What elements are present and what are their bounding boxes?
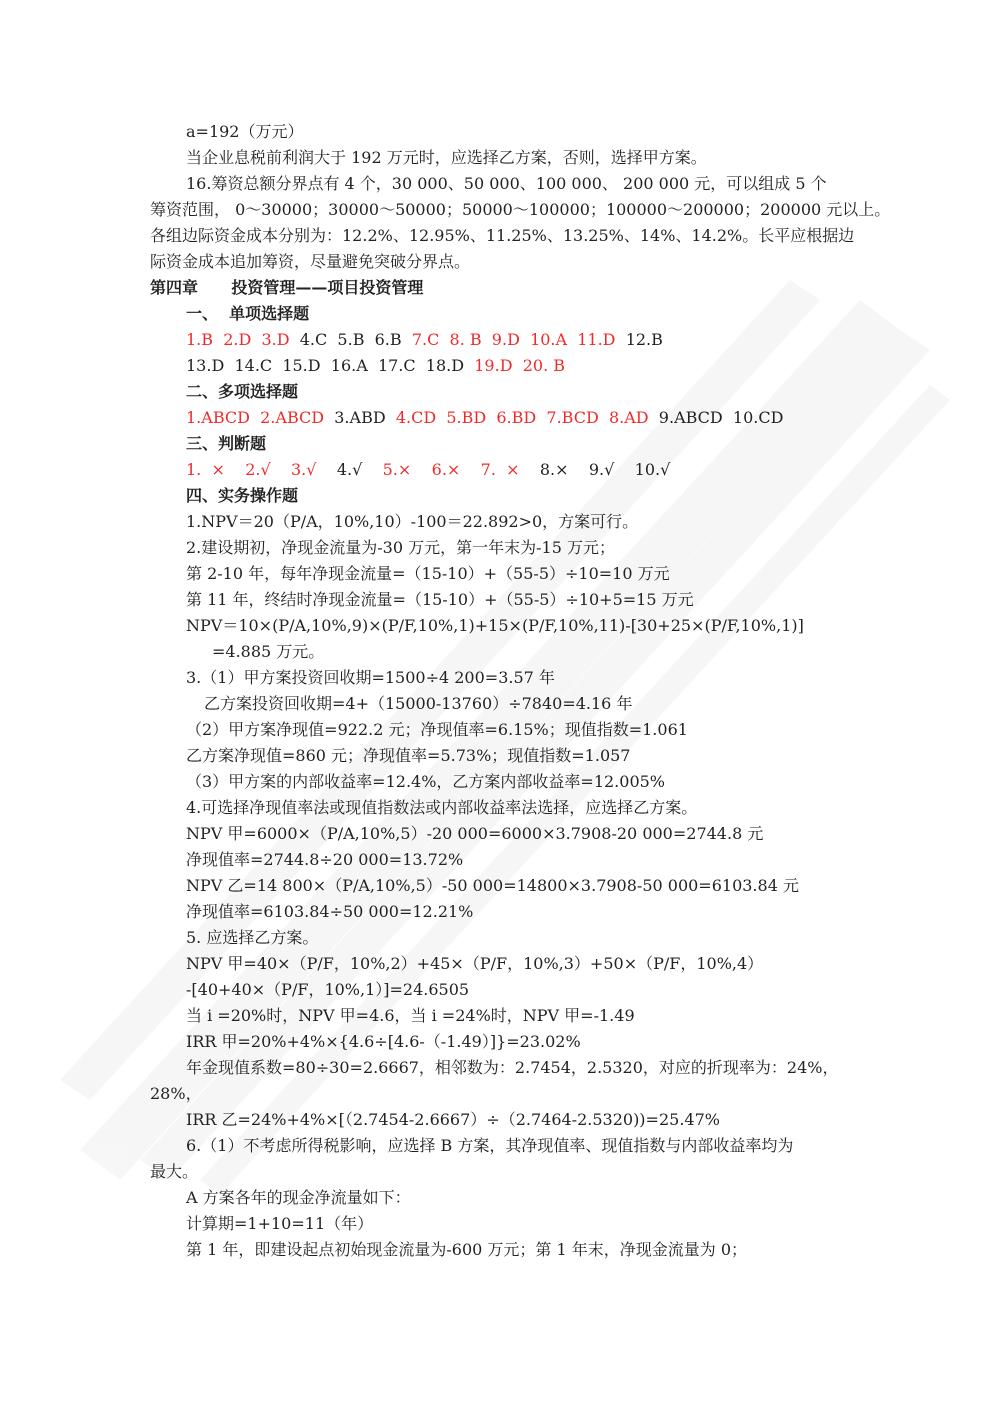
answer-item: 4.C — [299, 330, 328, 349]
text-line: 净现值率=2744.8÷20 000=13.72% — [186, 850, 464, 869]
text-line: 第 11 年，终结时净现金流量=（15-10）+（55-5）÷10+5=15 万元 — [186, 590, 694, 609]
chapter-heading: 第四章 投资管理——项目投资管理 — [150, 278, 424, 297]
text-line: NPV 甲=40×（P/F，10%,2）+45×（P/F，10%,3）+50×（P/F，10%,4） — [186, 954, 764, 973]
answer-item: 1. × — [186, 460, 225, 479]
answer-item: 1.B — [186, 330, 214, 349]
answers — [0, 405, 993, 431]
text-line: 年金现值系数=80÷30=2.6667，相邻数为：2.7454，2.5320，对应的折现率为：24%， — [186, 1058, 839, 1077]
text-line: a=192（万元） — [186, 122, 304, 141]
document-body — [0, 119, 993, 1263]
answer-item: 15.D — [282, 356, 321, 375]
answer-item: 10.CD — [732, 408, 784, 427]
text-line: 当企业息税前利润大于 192 万元时，应选择乙方案，否则，选择甲方案。 — [186, 148, 707, 167]
answer-item: 14.C — [234, 356, 273, 375]
answer-item: 10.√ — [634, 460, 671, 479]
answers — [0, 327, 993, 353]
text-line: 第 1 年，即建设起点初始现金流量为-600 万元；第 1 年末，净现金流量为 0； — [186, 1240, 748, 1259]
answer-item: 3.√ — [291, 460, 317, 479]
answer-item: 6.B — [374, 330, 402, 349]
text-line: NPV 乙=14 800×（P/A,10%,5）-50 000=14800×3.7908-50 000=6103.84 元 — [186, 876, 799, 895]
text-line: IRR 乙=24%+4%×[（2.7454-2.6667）÷（2.7464-2.5320))=25.47% — [186, 1110, 720, 1129]
text-line: 净现值率=6103.84÷50 000=12.21% — [186, 902, 474, 921]
answer-item: 8. B — [449, 330, 482, 349]
answer-item: 8.× — [539, 460, 569, 479]
section-heading: 二、多项选择题 — [186, 382, 299, 401]
text-line: -[40+40×（P/F，10%,1）]=24.6505 — [186, 980, 470, 999]
text-line: 4.可选择净现值率法或现值指数法或内部收益率法选择，应选择乙方案。 — [186, 798, 698, 817]
text-line: A 方案各年的现金净流量如下： — [186, 1188, 411, 1207]
answer-item: 6.× — [431, 460, 461, 479]
answer-item: 6.BD — [496, 408, 537, 427]
answer-item: 5.× — [382, 460, 412, 479]
answer-item: 5.BD — [446, 408, 487, 427]
answer-item: 12.B — [625, 330, 663, 349]
text-line: 各组边际资金成本分别为：12.2%、12.95%、11.25%、13.25%、14%、14.2%。长平应根据边 — [150, 226, 855, 245]
text-line: 2.建设期初，净现金流量为-30 万元，第一年末为-15 万元； — [186, 538, 615, 557]
answer-item: 9.D — [491, 330, 520, 349]
answer-item: 9.ABCD — [658, 408, 723, 427]
text-line: 乙方案投资回收期=4+（15000-13760）÷7840=4.16 年 — [204, 694, 633, 713]
text-line: 16.筹资总额分界点有 4 个，30 000、50 000、100 000、 200 000 元，可以组成 5 个 — [186, 174, 827, 193]
answer-item: 2.√ — [245, 460, 271, 479]
text-line: NPV＝10×(P/A,10%,9)×(P/F,10%,1)+15×(P/F,10%,11)-[30+25×(P/F,10%,1)] — [186, 616, 804, 635]
text-line: 1.NPV＝20（P/A，10%,10）-100＝22.892>0，方案可行。 — [186, 512, 639, 531]
answer-item: 4.CD — [395, 408, 437, 427]
answer-item: 1.ABCD — [186, 408, 250, 427]
text-line: =4.885 万元。 — [212, 642, 325, 661]
answer-item: 3.ABD — [334, 408, 386, 427]
text-line: NPV 甲=6000×（P/A,10%,5）-20 000=6000×3.7908-20 000=2744.8 元 — [186, 824, 764, 843]
text-line: 最大。 — [150, 1162, 199, 1181]
text-line: 3.（1）甲方案投资回收期=1500÷4 200=3.57 年 — [186, 668, 555, 687]
answer-item: 2.ABCD — [260, 408, 325, 427]
answer-item: 4.√ — [336, 460, 363, 479]
answer-item: 17.C — [377, 356, 416, 375]
text-line: IRR 甲=20%+4%×{4.6÷[4.6-（-1.49）]}=23.02% — [186, 1032, 581, 1051]
text-line: 5. 应选择乙方案。 — [186, 928, 319, 947]
answer-item: 10.A — [530, 330, 568, 349]
answer-item: 20. B — [522, 356, 565, 375]
answer-item: 16.A — [330, 356, 368, 375]
answers — [0, 457, 993, 483]
answer-item: 7.BCD — [546, 408, 599, 427]
answer-item: 8.AD — [608, 408, 649, 427]
answers — [0, 353, 993, 379]
text-line: 6.（1）不考虑所得税影响，应选择 B 方案，其净现值率、现值指数与内部收益率均为 — [186, 1136, 794, 1155]
answer-item: 7.C — [411, 330, 440, 349]
text-line: （3）甲方案的内部收益率=12.4%，乙方案内部收益率=12.005% — [186, 772, 666, 791]
text-line: 当 i =20%时，NPV 甲=4.6，当 i =24%时，NPV 甲=-1.49 — [186, 1006, 635, 1025]
text-line: 第 2-10 年，每年净现金流量=（15-10）+（55-5）÷10=10 万元 — [186, 564, 670, 583]
answer-item: 11.D — [577, 330, 616, 349]
text-line: 筹资范围， 0～30000；30000～50000；50000～100000；100000～200000；200000 元以上。 — [150, 200, 891, 219]
text-line: 计算期=1+10=11（年） — [186, 1214, 374, 1233]
text-line: 际资金成本追加筹资，尽量避免突破分界点。 — [150, 252, 471, 271]
answer-item: 2.D — [223, 330, 252, 349]
section-heading: 四、实务操作题 — [186, 486, 299, 505]
answer-item: 5.B — [337, 330, 365, 349]
text-line: 乙方案净现值=860 元；净现值率=5.73%；现值指数=1.057 — [186, 746, 631, 765]
section-heading: 三、判断题 — [186, 434, 267, 453]
answer-item: 19.D — [474, 356, 513, 375]
text-line: 28%， — [150, 1084, 202, 1103]
answer-item: 18.D — [425, 356, 465, 375]
text-line: （2）甲方案净现值=922.2 元；净现值率=6.15%；现值指数=1.061 — [186, 720, 688, 739]
answer-item: 7. × — [480, 460, 520, 479]
answer-item: 9.√ — [588, 460, 615, 479]
answer-item: 3.D — [261, 330, 290, 349]
answer-item: 13.D — [186, 356, 225, 375]
section-heading: 一、 单项选择题 — [186, 304, 310, 323]
